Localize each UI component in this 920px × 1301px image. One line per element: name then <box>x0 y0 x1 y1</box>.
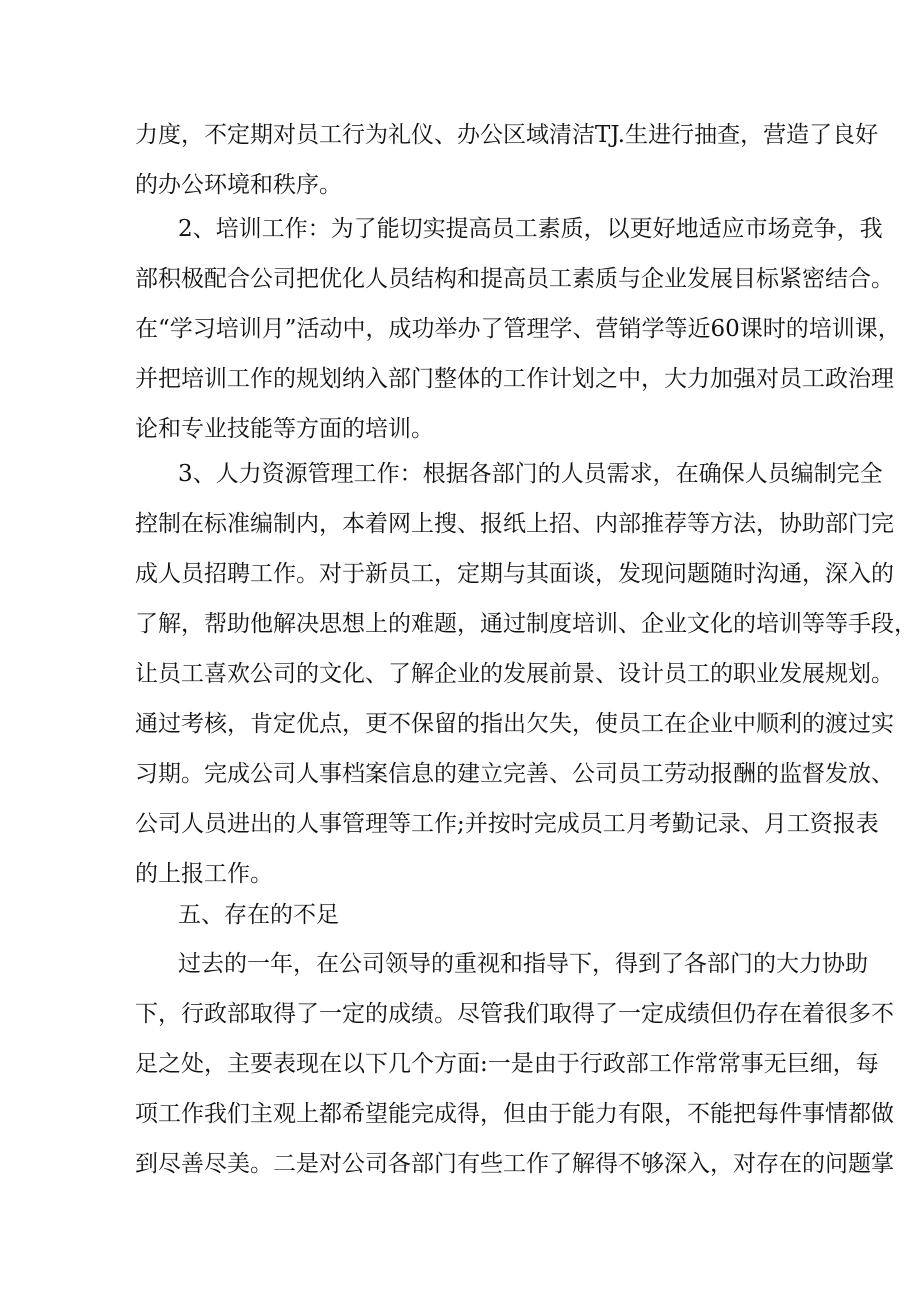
paragraph-start-line: 过去的一年，在公司领导的重视和指导下，得到了各部门的大力协助 <box>178 951 868 977</box>
text-line: 足之处，主要表现在以下几个方面:一是由于行政部工作常常事无巨细，每 <box>135 1051 879 1077</box>
text-line: 控制在标准编制内，本着网上搜、报纸上招、内部推荐等方法，协助部门完 <box>135 511 894 537</box>
text-line: 项工作我们主观上都希望能完成得，但由于能力有限，不能把每件事情都做 <box>135 1101 894 1127</box>
text-line: 习期。完成公司人事档案信息的建立完善、公司员工劳动报酬的监督发放、 <box>135 761 894 787</box>
text-line: 的上报工作。 <box>135 861 273 887</box>
section-heading: 五、存在的不足 <box>178 902 339 928</box>
text-line: 部积极配合公司把优化人员结构和提高员工素质与企业发展目标紧密结合。 <box>135 266 894 292</box>
text-line: 的办公环境和秩序。 <box>135 172 342 198</box>
text-line: 论和专业技能等方面的培训。 <box>135 416 434 442</box>
text-line: 通过考核，肯定优点，更不保留的指出欠失，使员工在企业中顺利的渡过实 <box>135 711 894 737</box>
text-line: 了解，帮助他解决思想上的难题，通过制度培训、企业文化的培训等等手段， <box>135 611 917 637</box>
text-line: 下，行政部取得了一定的成绩。尽管我们取得了一定成绩但仍存在着很多不 <box>135 1001 894 1027</box>
text-line: 并把培训工作的规划纳入部门整体的工作计划之中，大力加强对员工政治理 <box>135 366 894 392</box>
text-line: 在“学习培训月”活动中，成功举办了管理学、营销学等近60课时的培训课， <box>135 316 901 342</box>
paragraph-start-line: 2、培训工作：为了能切实提高员工素质，以更好地适应市场竞争，我 <box>178 216 883 242</box>
paragraph-start-line: 3、人力资源管理工作：根据各部门的人员需求，在确保人员编制完全 <box>178 461 883 487</box>
text-line: 到尽善尽美。二是对公司各部门有些工作了解得不够深入，对存在的问题掌 <box>135 1151 894 1177</box>
text-line: 公司人员进出的人事管理等工作;并按时完成员工月考勤记录、月工资报表 <box>135 811 879 837</box>
text-line: 让员工喜欢公司的文化、了解企业的发展前景、设计员工的职业发展规划。 <box>135 661 894 687</box>
text-line: 力度，不定期对员工行为礼仪、办公区域清洁TJ.生进行抽查，营造了良好 <box>135 122 879 148</box>
text-line: 成人员招聘工作。对于新员工，定期与其面谈，发现问题随时沟通，深入的 <box>135 561 894 587</box>
